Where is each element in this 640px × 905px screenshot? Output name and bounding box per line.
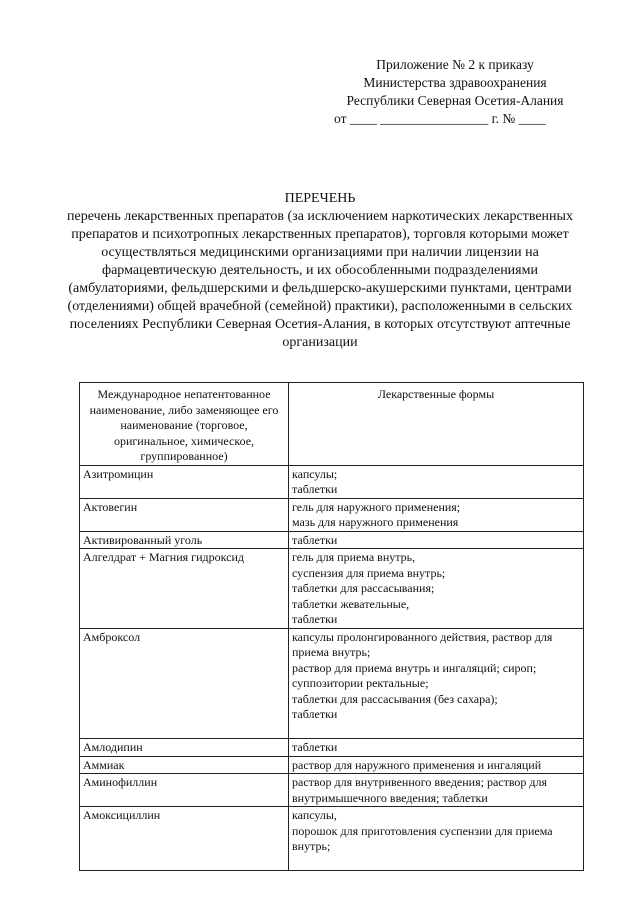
table-row: [80, 807, 584, 871]
header-forms-cell: Лекарственные формы: [289, 383, 584, 466]
table-row: [80, 549, 584, 629]
drug-forms-cell: [289, 756, 584, 774]
document-title: [60, 190, 580, 352]
drug-forms-cell: [289, 807, 584, 871]
dosage-form-line: капсулы;: [292, 466, 338, 481]
dosage-form-line: таблетки: [292, 707, 338, 721]
table-header-row: [80, 383, 584, 466]
dosage-form-line: [292, 723, 580, 739]
appendix-line-2: Министерства здравоохранения: [363, 75, 547, 90]
appendix-line-3: Республики Северная Осетия-Алания: [346, 93, 564, 108]
drug-forms-cell: [289, 549, 584, 629]
table-row: [80, 774, 584, 807]
appendix-line-1: Приложение № 2 к приказу: [376, 57, 534, 72]
drug-forms-cell: [289, 774, 584, 807]
dosage-form-line: таблетки жевательные,: [292, 596, 410, 611]
dosage-form-line: капсулы пролонгированного действия, раствор для приема внутрь;: [292, 629, 553, 659]
appendix-date-line: от ____ ________________ г. № ____: [334, 111, 546, 126]
table-row: [80, 531, 584, 549]
dosage-form-line: раствор для приема внутрь и ингаляций; сироп;: [292, 660, 537, 675]
drug-name-cell: Активированный уголь: [80, 531, 289, 549]
dosage-form-line: гель для приема внутрь,: [292, 550, 416, 564]
dosage-form-line: таблетки: [292, 612, 338, 626]
dosage-form-line: раствор для внутривенного введения; раствор для внутримышечного введения; таблетки: [292, 775, 548, 805]
table-row: [80, 628, 584, 739]
dosage-form-line: таблетки: [292, 740, 338, 754]
table-row: [80, 756, 584, 774]
dosage-form-line: суппозитории ректальные;: [292, 676, 429, 690]
table-row: [80, 498, 584, 531]
title-heading: ПЕРЕЧЕНЬ: [284, 191, 356, 206]
dosage-form-line: суспензия для приема внутрь;: [292, 565, 446, 580]
header-name-cell: Международное непатентованное наименование, либо заменяющее его наименование (торговое, оригинальное, химическое, группированное): [80, 383, 289, 466]
drug-name-cell: Амоксициллин: [80, 807, 289, 871]
drug-name-cell: Амброксол: [80, 628, 289, 739]
drug-forms-cell: [289, 628, 584, 739]
dosage-form-line: таблетки: [292, 482, 338, 496]
drug-name-cell: Амлодипин: [80, 739, 289, 757]
dosage-form-line: таблетки для рассасывания (без сахара);: [292, 691, 498, 706]
table-body: [80, 465, 584, 871]
drug-forms-cell: [289, 498, 584, 531]
dosage-form-line: капсулы,: [292, 808, 337, 822]
drug-forms-cell: [289, 531, 584, 549]
drug-name-cell: Аммиак: [80, 756, 289, 774]
dosage-form-line: порошок для приготовления суспензии для приема внутрь;: [292, 823, 553, 853]
drug-name-cell: Азитромицин: [80, 465, 289, 498]
drug-name-cell: Актовегин: [80, 498, 289, 531]
dosage-form-line: раствор для наружного применения и ингаляций: [292, 757, 542, 772]
drug-name-cell: Алгелдрат + Магния гидроксид: [80, 549, 289, 629]
drug-table: [79, 382, 584, 871]
dosage-form-line: [292, 855, 580, 871]
table-row: [80, 739, 584, 757]
appendix-header: [330, 56, 580, 128]
drug-forms-cell: [289, 465, 584, 498]
drug-name-cell: Аминофиллин: [80, 774, 289, 807]
table-row: [80, 465, 584, 498]
title-body: перечень лекарственных препаратов (за исключением наркотических лекарственных препаратов и психотропных лекарственных препаратов), торговля которыми может осуществляться медицинскими организациями при наличии лицензии на фармацевтическую деятельность, и их обособленными подразделениями (амбулаториями, фельдшерскими и фельдшерско-акушерскими пунктами, центрами (отделениями) общей врачебной (семейной) практики), расположенными в сельских поселениях Республики Северная Осетия-Алания, в которых отсутствуют аптечные организации: [67, 209, 573, 350]
dosage-form-line: гель для наружного применения;: [292, 499, 461, 514]
dosage-form-line: мазь для наружного применения: [292, 515, 459, 529]
dosage-form-line: таблетки для рассасывания;: [292, 581, 435, 595]
drug-forms-cell: [289, 739, 584, 757]
dosage-form-line: таблетки: [292, 532, 338, 547]
